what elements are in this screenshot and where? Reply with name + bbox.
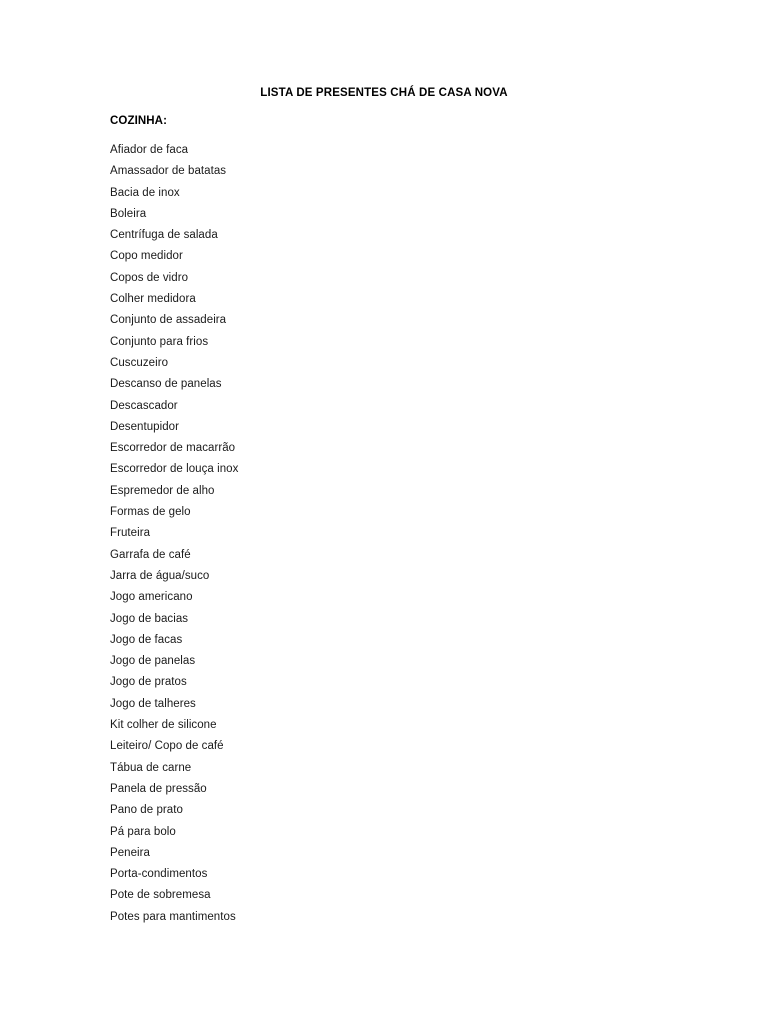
list-item: Peneira [110,846,150,859]
list-item: Afiador de faca [110,144,189,156]
list-item: Tábua de carne [110,761,192,774]
list-item: Jarra de água/suco [110,569,210,582]
list-item: Pá para bolo [110,825,176,838]
list-item: Centrífuga de salada [110,229,218,242]
list-item: Descascador [110,399,178,412]
list-item: Copos de vidro [110,271,189,284]
gift-list [110,140,670,928]
list-item: Kit colher de silicone [110,719,217,732]
list-item: Porta-condimentos [110,868,208,881]
list-item: Formas de gelo [110,506,191,519]
page-title: LISTA DE PRESENTES CHÁ DE CASA NOVA [260,87,508,99]
list-item: Espremedor de alho [110,484,215,497]
list-item: Amassador de batatas [110,165,227,178]
list-item: Copo medidor [110,250,183,263]
list-item: Leiteiro/ Copo de café [110,740,224,753]
list-item: Jogo de facas [110,633,183,646]
list-item: Descanso de panelas [110,378,222,391]
list-item: Conjunto de assadeira [110,314,227,327]
list-item: Fruteira [110,527,151,540]
list-item: Escorredor de louça inox [110,463,239,476]
section-heading-cozinha: COZINHA: [110,115,168,127]
list-item: Colher medidora [110,293,196,306]
list-item: Bacia de inox [110,186,180,199]
list-item: Cuscuzeiro [110,356,169,369]
list-item: Jogo de panelas [110,655,196,668]
list-item: Jogo de pratos [110,676,187,689]
list-item: Jogo de talheres [110,697,196,710]
list-item: Potes para mantimentos [110,910,236,923]
list-item: Boleira [110,207,147,220]
list-item: Pote de sobremesa [110,889,211,902]
list-item: Escorredor de macarrão [110,442,236,455]
list-item: Garrafa de café [110,548,191,561]
list-item: Pano de prato [110,804,183,817]
list-item: Jogo americano [110,591,193,604]
list-item: Conjunto para frios [110,335,209,348]
list-item: Desentupidor [110,420,180,433]
list-item: Panela de pressão [110,782,207,795]
list-item: Jogo de bacias [110,612,189,625]
